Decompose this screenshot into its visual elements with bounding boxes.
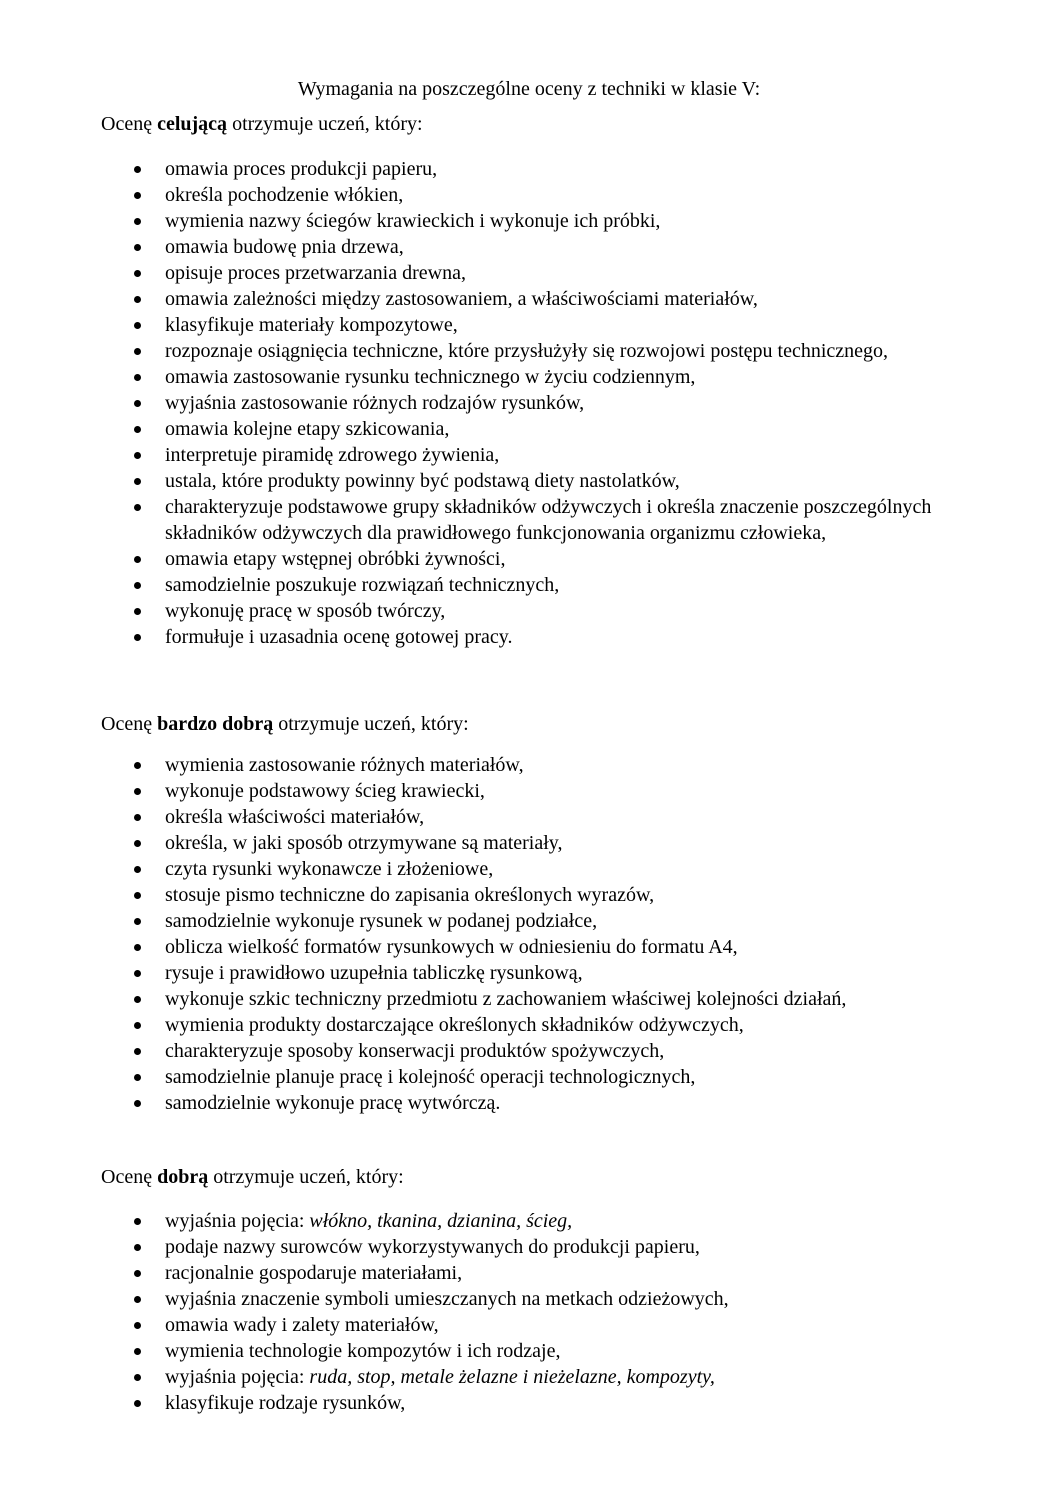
list-item-text — [165, 288, 758, 310]
heading-prefix: Ocenę — [101, 713, 158, 735]
item-italic-terms: ruda, stop, metale żelazne i nieżelazne, kompozyty, — [309, 1366, 715, 1388]
heading-suffix: otrzymuje uczeń, który: — [208, 1166, 404, 1188]
list-item — [0, 882, 1058, 908]
list-item — [0, 934, 1058, 960]
list-item — [0, 960, 1058, 986]
item-text: samodzielnie wykonuje pracę wytwórczą. — [165, 1092, 501, 1114]
list-item-text — [165, 236, 404, 258]
list-item-text — [165, 1236, 700, 1258]
list-item — [0, 1260, 1058, 1286]
bullet-icon — [134, 788, 141, 795]
bullet-icon — [134, 1218, 141, 1225]
list-item-text — [165, 418, 449, 440]
list-item — [0, 1364, 1058, 1390]
list-item — [0, 986, 1058, 1012]
list-item-text — [165, 158, 437, 180]
heading-prefix: Ocenę — [101, 1166, 158, 1188]
bullet-icon — [134, 426, 141, 433]
list-item — [0, 390, 1058, 416]
bullet-icon — [134, 452, 141, 459]
list-item-text — [165, 962, 583, 984]
item-text: formułuje i uzasadnia ocenę gotowej pracy. — [165, 626, 513, 648]
list-item — [0, 1234, 1058, 1260]
bullet-icon — [134, 918, 141, 925]
item-text: wykonuję pracę w sposób twórczy, — [165, 600, 446, 622]
list-item — [0, 1012, 1058, 1038]
grade-name: bardzo dobrą — [157, 713, 274, 735]
list-item — [0, 338, 1058, 364]
item-text: omawia budowę pnia drzewa, — [165, 236, 404, 258]
item-text: omawia etapy wstępnej obróbki żywności, — [165, 548, 506, 570]
list-item — [0, 182, 1058, 208]
item-text: wymienia technologie kompozytów i ich rodzaje, — [165, 1340, 561, 1362]
bullet-icon — [134, 1400, 141, 1407]
bullet-icon — [134, 1048, 141, 1055]
list-item — [0, 598, 1058, 624]
item-text: charakteryzuje sposoby konserwacji produktów spożywczych, — [165, 1040, 665, 1062]
bullet-icon — [134, 1074, 141, 1081]
list-item — [0, 908, 1058, 934]
list-item-text — [165, 1210, 572, 1232]
bullet-icon — [134, 970, 141, 977]
item-text: racjonalnie gospodaruje materiałami, — [165, 1262, 463, 1284]
item-text: interpretuje piramidę zdrowego żywienia, — [165, 444, 500, 466]
list-item-text — [165, 314, 458, 336]
bullet-icon — [134, 1022, 141, 1029]
bullet-icon — [134, 866, 141, 873]
item-text: wyjaśnia pojęcia: — [165, 1366, 310, 1388]
heading-suffix: otrzymuje uczeń, który: — [227, 113, 423, 135]
item-text: wyjaśnia znaczenie symboli umieszczanych na metkach odzieżowych, — [165, 1288, 729, 1310]
requirements-list-bardzo-dobra — [0, 752, 1058, 1116]
list-item — [0, 1038, 1058, 1064]
section-heading-celujaca — [101, 109, 423, 139]
bullet-icon — [134, 944, 141, 951]
list-item-text — [165, 1314, 439, 1336]
list-item-text — [165, 858, 493, 880]
list-item-text — [165, 470, 680, 492]
bullet-icon — [134, 892, 141, 899]
list-item-text — [165, 1340, 560, 1362]
bullet-icon — [134, 1374, 141, 1381]
list-item-text — [165, 754, 524, 776]
list-item — [0, 1286, 1058, 1312]
list-item-text — [165, 392, 584, 414]
heading-suffix: otrzymuje uczeń, który: — [273, 713, 469, 735]
section-heading-bardzo-dobra — [101, 709, 469, 739]
item-text: wyjaśnia pojęcia: — [165, 1210, 310, 1232]
list-item — [0, 442, 1058, 468]
list-item — [0, 156, 1058, 182]
bullet-icon — [134, 1100, 141, 1107]
item-text: określa pochodzenie włókien, — [165, 184, 404, 206]
bullet-icon — [134, 634, 141, 641]
requirements-list-dobra — [0, 1208, 1058, 1416]
item-text: wymienia nazwy ściegów krawieckich i wykonuje ich próbki, — [165, 210, 661, 232]
list-item — [0, 1312, 1058, 1338]
list-item-text — [165, 210, 660, 232]
list-item — [0, 286, 1058, 312]
list-item — [0, 208, 1058, 234]
grade-name: dobrą — [157, 1166, 209, 1188]
bullet-icon — [134, 374, 141, 381]
list-item — [0, 1064, 1058, 1090]
list-item — [0, 752, 1058, 778]
list-item — [0, 572, 1058, 598]
item-text: oblicza wielkość formatów rysunkowych w odniesieniu do formatu A4, — [165, 936, 738, 958]
item-text: podaje nazwy surowców wykorzystywanych do produkcji papieru, — [165, 1236, 700, 1258]
item-text: charakteryzuje podstawowe grupy składników odżywczych i określa znaczenie poszczególnych składników odżywczych dla prawidłowego funkcjonowania organizmu człowieka, — [165, 496, 932, 544]
item-text: klasyfikuje materiały kompozytowe, — [165, 314, 458, 336]
list-item — [0, 1208, 1058, 1234]
item-text: omawia kolejne etapy szkicowania, — [165, 418, 450, 440]
bullet-icon — [134, 348, 141, 355]
bullet-icon — [134, 1348, 141, 1355]
bullet-icon — [134, 166, 141, 173]
item-text: klasyfikuje rodzaje rysunków, — [165, 1392, 406, 1414]
bullet-icon — [134, 608, 141, 615]
bullet-icon — [134, 996, 141, 1003]
list-item — [0, 364, 1058, 390]
bullet-icon — [134, 296, 141, 303]
bullet-icon — [134, 1322, 141, 1329]
item-text: ustala, które produkty powinny być podstawą diety nastolatków, — [165, 470, 680, 492]
item-text: czyta rysunki wykonawcze i złożeniowe, — [165, 858, 494, 880]
list-item-text — [165, 444, 499, 466]
item-text: samodzielnie poszukuje rozwiązań technicznych, — [165, 574, 560, 596]
item-text: wykonuje podstawowy ścieg krawiecki, — [165, 780, 485, 802]
bullet-icon — [134, 1296, 141, 1303]
list-item — [0, 312, 1058, 338]
list-item-text — [165, 1066, 695, 1088]
list-item-text — [165, 832, 562, 854]
list-item-text — [165, 1014, 744, 1036]
list-item — [0, 1390, 1058, 1416]
list-item-text — [165, 548, 505, 570]
list-item-text — [165, 910, 597, 932]
bullet-icon — [134, 762, 141, 769]
bullet-icon — [134, 192, 141, 199]
list-item — [0, 260, 1058, 286]
list-item-text — [165, 262, 466, 284]
list-item — [0, 546, 1058, 572]
item-italic-terms: włókno, tkanina, dzianina, ścieg, — [309, 1210, 573, 1232]
list-item-text — [165, 184, 403, 206]
bullet-icon — [134, 814, 141, 821]
list-item-text — [165, 884, 654, 906]
bullet-icon — [134, 244, 141, 251]
list-item — [0, 494, 1058, 546]
bullet-icon — [134, 556, 141, 563]
list-item-text — [165, 366, 695, 388]
list-item — [0, 468, 1058, 494]
item-text: wyjaśnia zastosowanie różnych rodzajów rysunków, — [165, 392, 585, 414]
list-item-text — [165, 626, 512, 648]
list-item-text — [165, 496, 931, 544]
list-item — [0, 778, 1058, 804]
item-text: wymienia zastosowanie różnych materiałów, — [165, 754, 524, 776]
bullet-icon — [134, 322, 141, 329]
item-text: omawia proces produkcji papieru, — [165, 158, 438, 180]
bullet-icon — [134, 504, 141, 511]
bullet-icon — [134, 478, 141, 485]
list-item — [0, 624, 1058, 650]
item-text: opisuje proces przetwarzania drewna, — [165, 262, 466, 284]
list-item-text — [165, 988, 846, 1010]
list-item — [0, 830, 1058, 856]
item-text: samodzielnie wykonuje rysunek w podanej podziałce, — [165, 910, 598, 932]
list-item-text — [165, 1092, 500, 1114]
document-title: Wymagania na poszczególne oceny z techniki w klasie V: — [297, 78, 761, 100]
list-item — [0, 856, 1058, 882]
list-item-text — [165, 1366, 715, 1388]
list-item-text — [165, 600, 445, 622]
requirements-list-celujaca — [0, 156, 1058, 650]
list-item-text — [165, 1040, 664, 1062]
list-item — [0, 1338, 1058, 1364]
list-item — [0, 416, 1058, 442]
list-item-text — [165, 340, 888, 362]
list-item-text — [165, 574, 559, 596]
list-item-text — [165, 1262, 462, 1284]
list-item-text — [165, 806, 424, 828]
list-item — [0, 234, 1058, 260]
bullet-icon — [134, 400, 141, 407]
item-text: stosuje pismo techniczne do zapisania określonych wyrazów, — [165, 884, 655, 906]
grade-name: celującą — [157, 113, 228, 135]
item-text: omawia zależności między zastosowaniem, a właściwościami materiałów, — [165, 288, 758, 310]
bullet-icon — [134, 270, 141, 277]
item-text: wymienia produkty dostarczające określonych składników odżywczych, — [165, 1014, 744, 1036]
list-item — [0, 1090, 1058, 1116]
list-item-text — [165, 780, 485, 802]
list-item — [0, 804, 1058, 830]
item-text: wykonuje szkic techniczny przedmiotu z zachowaniem właściwej kolejności działań, — [165, 988, 847, 1010]
list-item-text — [165, 936, 738, 958]
item-text: rysuje i prawidłowo uzupełnia tabliczkę rysunkową, — [165, 962, 583, 984]
bullet-icon — [134, 582, 141, 589]
item-text: omawia zastosowanie rysunku technicznego w życiu codziennym, — [165, 366, 696, 388]
list-item-text — [165, 1288, 729, 1310]
bullet-icon — [134, 1244, 141, 1251]
list-item-text — [165, 1392, 405, 1414]
item-text: omawia wady i zalety materiałów, — [165, 1314, 439, 1336]
bullet-icon — [134, 840, 141, 847]
item-text: samodzielnie planuje pracę i kolejność operacji technologicznych, — [165, 1066, 696, 1088]
item-text: rozpoznaje osiągnięcia techniczne, które przysłużyły się rozwojowi postępu technicznego, — [165, 340, 889, 362]
section-heading-dobra — [101, 1162, 404, 1192]
bullet-icon — [134, 218, 141, 225]
bullet-icon — [134, 1270, 141, 1277]
heading-prefix: Ocenę — [101, 113, 158, 135]
item-text: określa właściwości materiałów, — [165, 806, 425, 828]
item-text: określa, w jaki sposób otrzymywane są materiały, — [165, 832, 563, 854]
